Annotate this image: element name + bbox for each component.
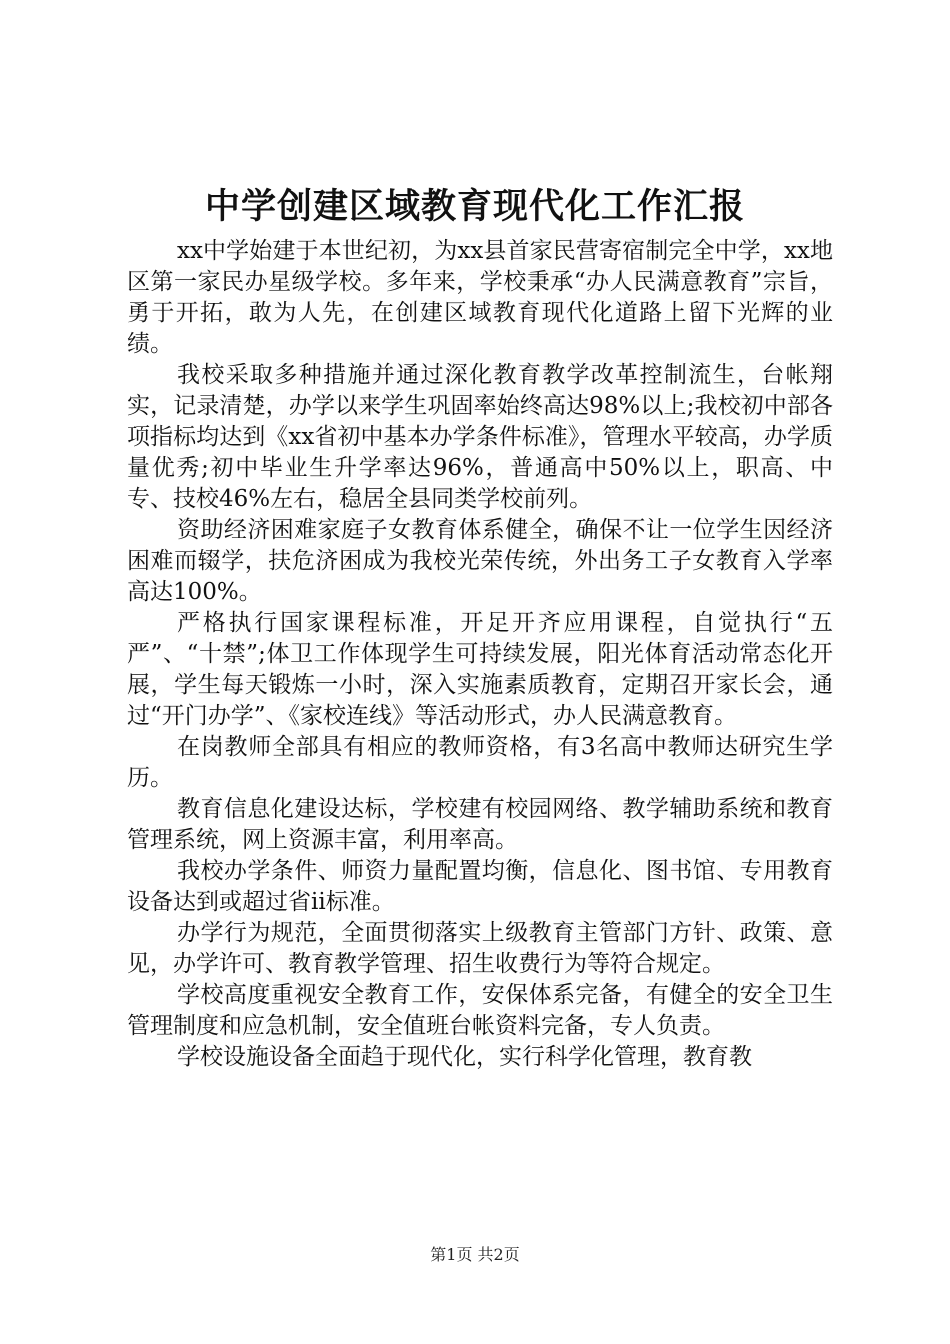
- paragraph: 在岗教师全部具有相应的教师资格，有3名高中教师达研究生学历。: [127, 734, 833, 791]
- paragraph: 我校采取多种措施并通过深化教育教学改革控制流生，台帐翔实，记录清楚，办学以来学生巩固率始终高达98%以上;我校初中部各项指标均达到《xx省初中基本办学条件标准》，管理水平较高，办学质量优秀;初中毕业生升学率达96%，普通高中50%以上，职高、中专、技校46%左右，稳居全县同类学校前列。: [127, 362, 833, 512]
- paragraph: 学校设施设备全面趋于现代化，实行科学化管理，教育教: [177, 1044, 752, 1070]
- page-number: 第1页: [430, 1245, 473, 1264]
- paragraph: 我校办学条件、师资力量配置均衡，信息化、图书馆、专用教育设备达到或超过省ii标准。: [127, 858, 833, 915]
- document-title: 中学创建区域教育现代化工作汇报: [204, 186, 745, 227]
- page-total: 共2页: [477, 1245, 520, 1264]
- paragraph: 资助经济困难家庭子女教育体系健全，确保不让一位学生因经济困难而辍学，扶危济困成为我校光荣传统，外出务工子女教育入学率高达100%。: [127, 517, 833, 605]
- paragraph: 严格执行国家课程标准，开足开齐应用课程，自觉执行“五严”、“十禁”;体卫工作体现学生可持续发展，阳光体育活动常态化开展，学生每天锻炼一小时，深入实施素质教育，定期召开家长会，通过“开门办学”、《家校连线》等活动形式，办人民满意教育。: [127, 610, 833, 729]
- paragraph: 教育信息化建设达标，学校建有校园网络、教学辅助系统和教育管理系统，网上资源丰富，利用率高。: [127, 796, 833, 853]
- document-body: [127, 236, 833, 1073]
- paragraph: 学校高度重视安全教育工作，安保体系完备，有健全的安全卫生管理制度和应急机制，安全值班台帐资料完备，专人负责。: [127, 982, 833, 1039]
- paragraph: 办学行为规范，全面贯彻落实上级教育主管部门方针、政策、意见，办学许可、教育教学管理、招生收费行为等符合规定。: [127, 920, 833, 977]
- paragraph: xx中学始建于本世纪初，为xx县首家民营寄宿制完全中学，xx地区第一家民办星级学校。多年来，学校秉承“办人民满意教育”宗旨，勇于开拓，敢为人先，在创建区域教育现代化道路上留下光辉的业绩。: [127, 238, 833, 357]
- page-footer: [0, 1245, 950, 1265]
